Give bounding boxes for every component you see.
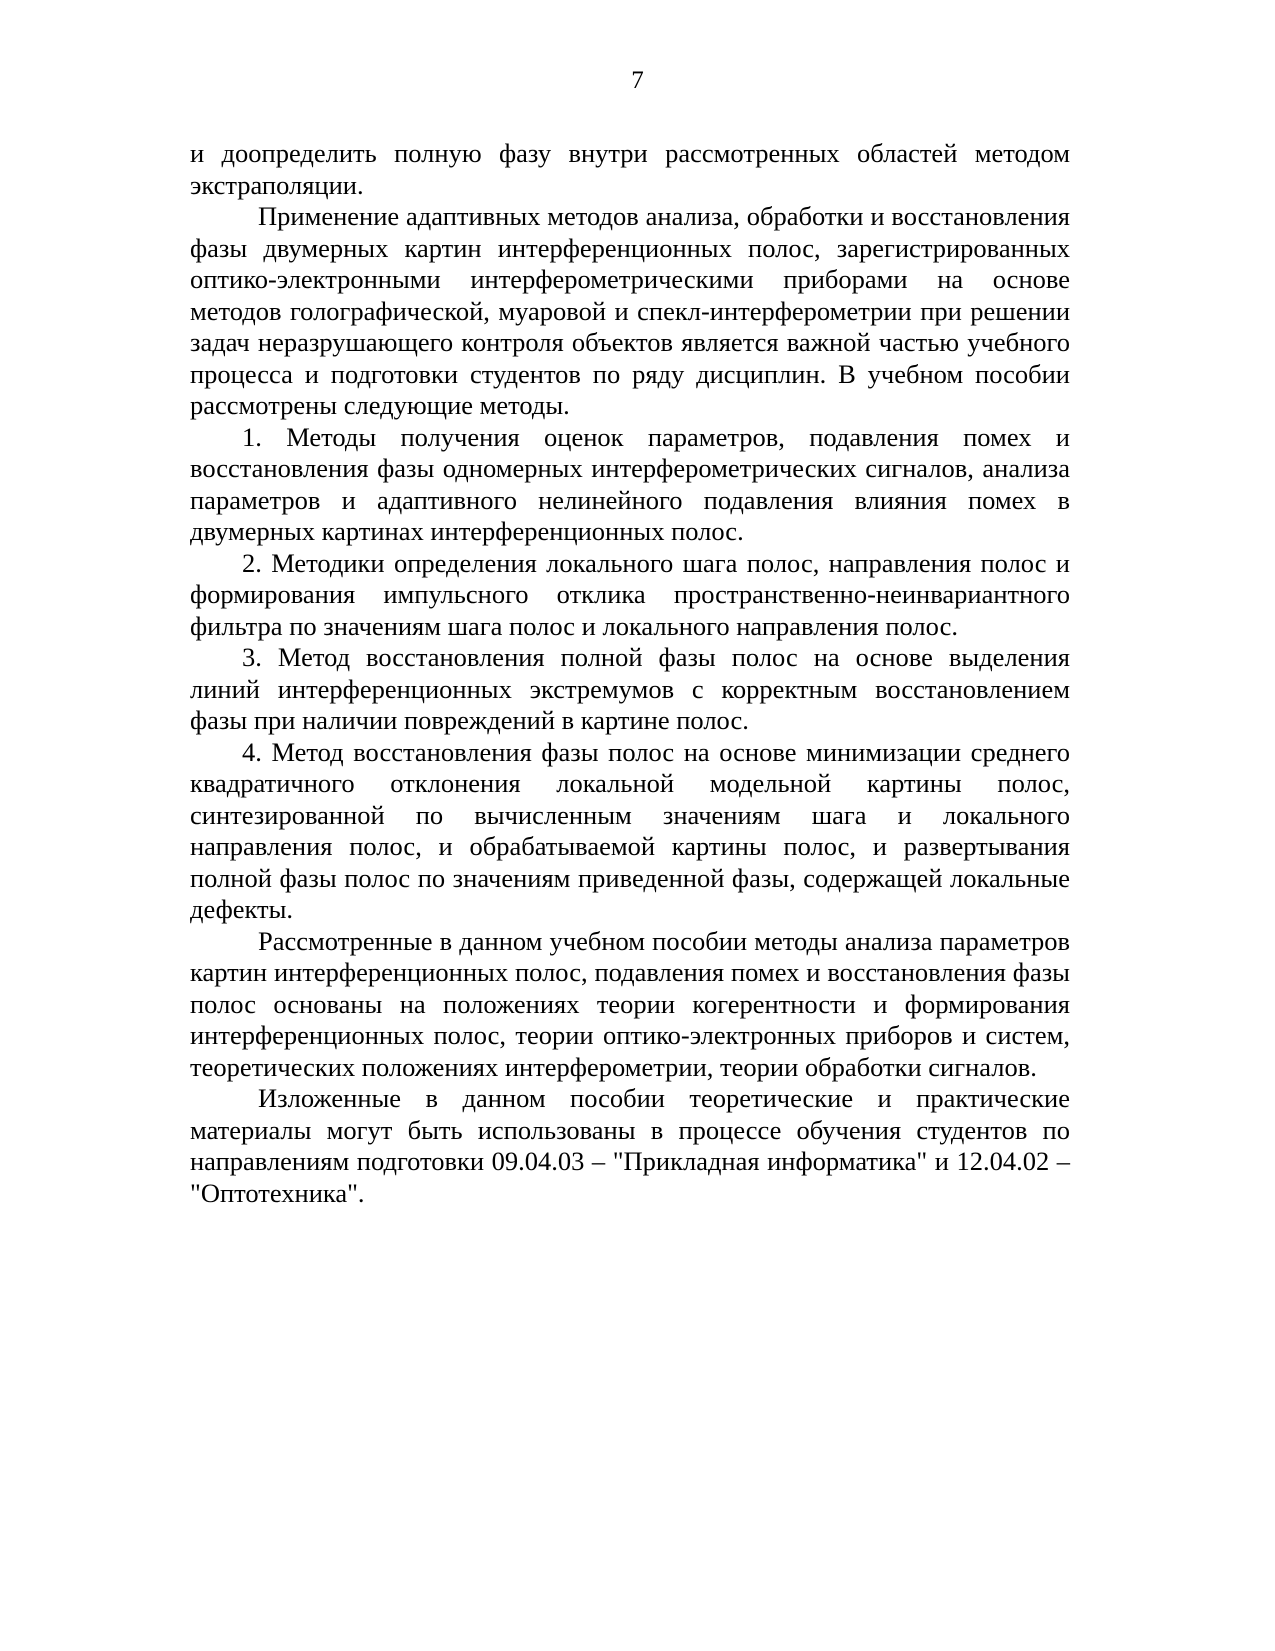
list-item-method-4: 4. Метод восстановления фазы полос на основе минимизации среднего квадратичного отклонения локальной модельной картины полос, синтезированной по вычисленным значениям шага и локального направления полос, и обрабатываемой картины полос, и развертывания полной фазы полос по значениям приведенной фазы, содержащей локальные дефекты. xyxy=(190,736,1070,924)
page-number: 7 xyxy=(631,67,644,94)
list-item-method-3: 3. Метод восстановления полной фазы полос на основе выделения линий интерференционных экстремумов с корректным восстановлением фазы при наличии повреждений в картине полос. xyxy=(190,642,1070,735)
paragraph-continuation: и доопределить полную фазу внутри рассмотренных областей методом экстраполяции. xyxy=(190,138,1070,200)
list-item-method-1: 1. Методы получения оценок параметров, подавления помех и восстановления фазы одномерных интерферометрических сигналов, анализа параметров и адаптивного нелинейного подавления влияния помех в двумерных картинах интерференционных полос. xyxy=(190,421,1070,546)
document-body xyxy=(190,138,1070,1209)
paragraph-theory-basis: Рассмотренные в данном учебном пособии методы анализа параметров картин интерференционных полос, подавления помех и восстановления фазы полос основаны на положениях теории когерентности и формирования интерференционных полос, теории оптико-электронных приборов и систем, теоретических положениях интерферометрии, теории обработки сигналов. xyxy=(190,925,1070,1082)
paragraph-intro-methods: Применение адаптивных методов анализа, обработки и восстановления фазы двумерных картин интерференционных полос, зарегистрированных оптико-электронными интерферометрическими приборами на основе методов голографической, муаровой и спекл-интерферометрии при решении задач неразрушающего контроля объектов является важной частью учебного процесса и подготовки студентов по ряду дисциплин. В учебном пособии рассмотрены следующие методы. xyxy=(190,201,1070,420)
paragraph-usage: Изложенные в данном пособии теоретические и практические материалы могут быть использованы в процессе обучения студентов по направлениям подготовки 09.04.03 – "Прикладная информатика" и 12.04.02 – "Оптотехника". xyxy=(190,1083,1070,1208)
list-item-method-2: 2. Методики определения локального шага полос, направления полос и формирования импульсного отклика пространственно-неинвариантного фильтра по значениям шага полос и локального направления полос. xyxy=(190,547,1070,641)
